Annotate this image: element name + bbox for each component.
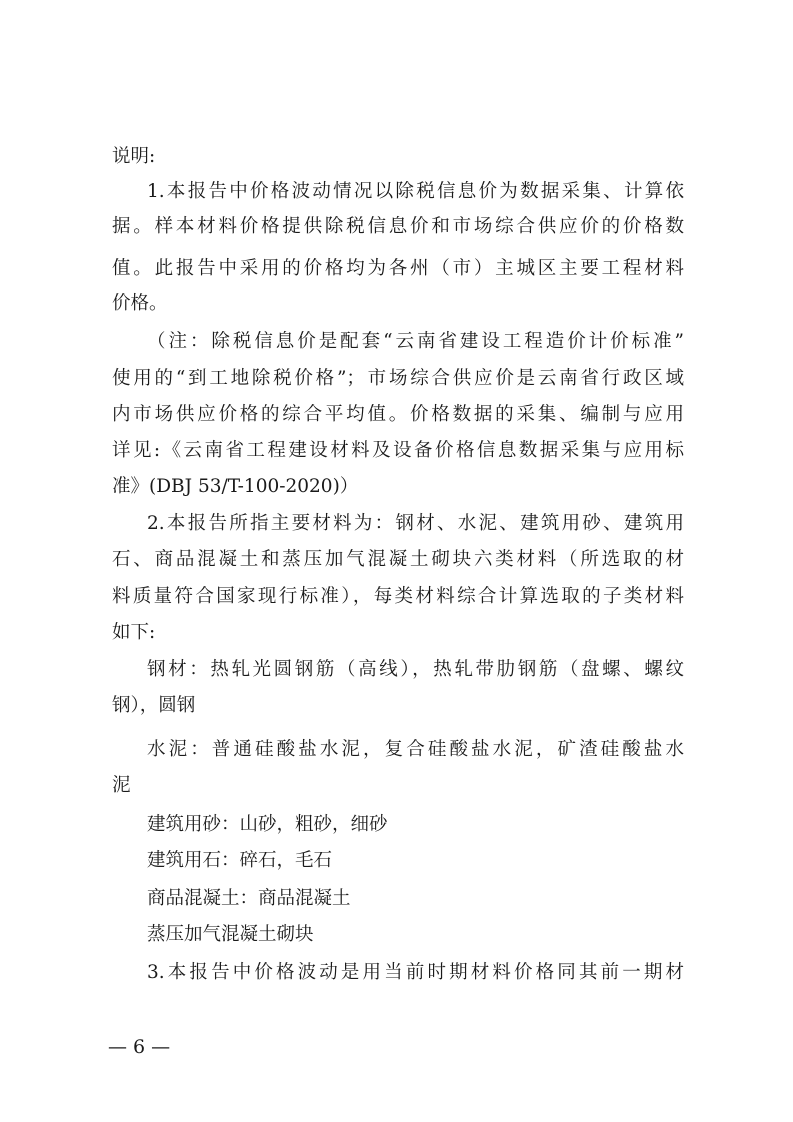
paragraph-line: 据。样本材料价格提供除税信息价和市场综合供应价的价格数 [112, 216, 684, 237]
paragraph-line: 准》(DBJ 53/T-100-2020)） [112, 476, 359, 497]
paragraph-line: 1.本报告中价格波动情况以除税信息价为数据采集、计算依 [147, 181, 684, 202]
page-number: — 6 — [108, 1036, 171, 1058]
paragraph-line: 建筑用砂：山砂，粗砂，细砂 [147, 814, 388, 835]
paragraph-line: 商品混凝土：商品混凝土 [147, 888, 351, 909]
paragraph-line: 石、商品混凝土和蒸压加气混凝土砌块六类材料（所选取的材 [112, 549, 684, 570]
paragraph-line: 钢材：热轧光圆钢筋（高线），热轧带肋钢筋（盘螺、螺纹 [147, 659, 684, 680]
paragraph-line: 泥 [112, 775, 131, 796]
paragraph-line: 价格。 [112, 293, 168, 314]
paragraph-line: 3.本报告中价格波动是用当前时期材料价格同其前一期材 [147, 962, 684, 983]
paragraph-line: 使用的“到工地除税价格”；市场综合供应价是云南省行政区域 [112, 368, 684, 389]
paragraph-line: 2.本报告所指主要材料为：钢材、水泥、建筑用砂、建筑用 [147, 513, 684, 534]
paragraph-line: 值。此报告中采用的价格均为各州（市）主城区主要工程材料 [112, 258, 684, 279]
paragraph-line: 钢），圆钢 [112, 695, 196, 716]
paragraph-line: （注：除税信息价是配套“云南省建设工程造价计价标准” [147, 331, 684, 352]
paragraph-line: 如下: [112, 622, 156, 643]
paragraph-line: 料质量符合国家现行标准），每类材料综合计算选取的子类材料 [112, 586, 684, 607]
paragraph-line: 内市场供应价格的综合平均值。价格数据的采集、编制与应用 [112, 404, 684, 425]
paragraph-line: 水泥：普通硅酸盐水泥，复合硅酸盐水泥，矿渣硅酸盐水 [147, 739, 684, 760]
paragraph-line: 详见:《云南省工程建设材料及设备价格信息数据采集与应用标 [112, 440, 684, 461]
section-heading: 说明: [112, 146, 156, 167]
paragraph-line: 建筑用石：碎石，毛石 [147, 850, 333, 871]
paragraph-line: 蒸压加气混凝土砌块 [147, 924, 314, 945]
